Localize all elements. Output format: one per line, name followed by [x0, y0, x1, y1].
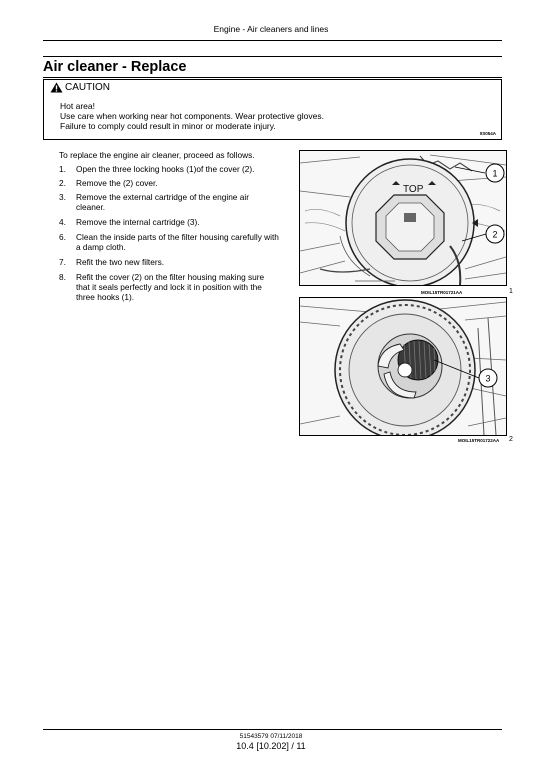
step-item [59, 257, 279, 267]
footer-rule [43, 729, 502, 730]
page-title: Air cleaner - Replace [43, 59, 187, 75]
header-rule [43, 40, 502, 41]
footer-page-number: 10.4 [10.202] / 11 [236, 741, 306, 751]
caution-box [43, 79, 502, 140]
step-item [59, 164, 279, 174]
step-item [59, 232, 279, 252]
step-number: 8. [59, 272, 66, 282]
top-marking-label: TOP [403, 184, 424, 195]
intro-text: To replace the engine air cleaner, proceed as follows. [59, 150, 255, 160]
step-number: 6. [59, 232, 66, 242]
step-item [59, 178, 279, 188]
step-number: 7. [59, 257, 66, 267]
figure-code: MOIL15TR01721AA [421, 290, 463, 295]
footer-doc-code: 51543579 07/11/2018 [239, 733, 303, 740]
step-text: Refit the two new filters. [76, 257, 165, 267]
running-header: Engine - Air cleaners and lines [213, 24, 329, 34]
step-text: Remove the (2) cover. [76, 178, 158, 188]
step-item [59, 272, 279, 302]
step-text: Remove the internal cartridge (3). [76, 217, 200, 227]
figure-number: 2 [509, 436, 513, 443]
figure-code: MOIL15TR01722AA [458, 438, 500, 443]
step-number: 1. [59, 164, 66, 174]
step-text: Open the three locking hooks (1)of the cover (2). [76, 164, 255, 174]
caution-label: CAUTION [65, 82, 110, 93]
caution-line: Hot area! [60, 101, 95, 111]
step-item [59, 217, 279, 227]
caution-code: 0S054A [479, 131, 496, 136]
step-number: 3. [59, 192, 66, 202]
procedure-steps [59, 164, 279, 302]
step-number: 2. [59, 178, 66, 188]
caution-header [50, 82, 110, 93]
title-top-rule [43, 56, 502, 57]
figure-number: 1 [509, 288, 513, 295]
title-bottom-rule [43, 77, 502, 78]
figure-air-cleaner-cover [299, 150, 507, 286]
caution-line: Failure to comply could result in minor or moderate injury. [60, 121, 276, 131]
step-number: 4. [59, 217, 66, 227]
warning-triangle-icon [50, 82, 63, 93]
figure-internal-cartridge [299, 297, 507, 436]
step-text: Refit the cover (2) on the filter housing making sure that it seals perfectly and lock it in position with the three hooks (1). [76, 272, 265, 302]
caution-line: Use care when working near hot components. Wear protective gloves. [60, 111, 324, 121]
step-text: Clean the inside parts of the filter housing carefully with a damp cloth. [76, 232, 279, 252]
air-cleaner-cover-drawing [300, 151, 506, 285]
callout-1: 1 [492, 168, 498, 179]
callout-2: 2 [492, 229, 498, 240]
callout-3: 3 [485, 373, 491, 384]
step-item [59, 192, 279, 212]
internal-cartridge-drawing [300, 298, 506, 435]
step-text: Remove the external cartridge of the engine air cleaner. [76, 192, 249, 212]
